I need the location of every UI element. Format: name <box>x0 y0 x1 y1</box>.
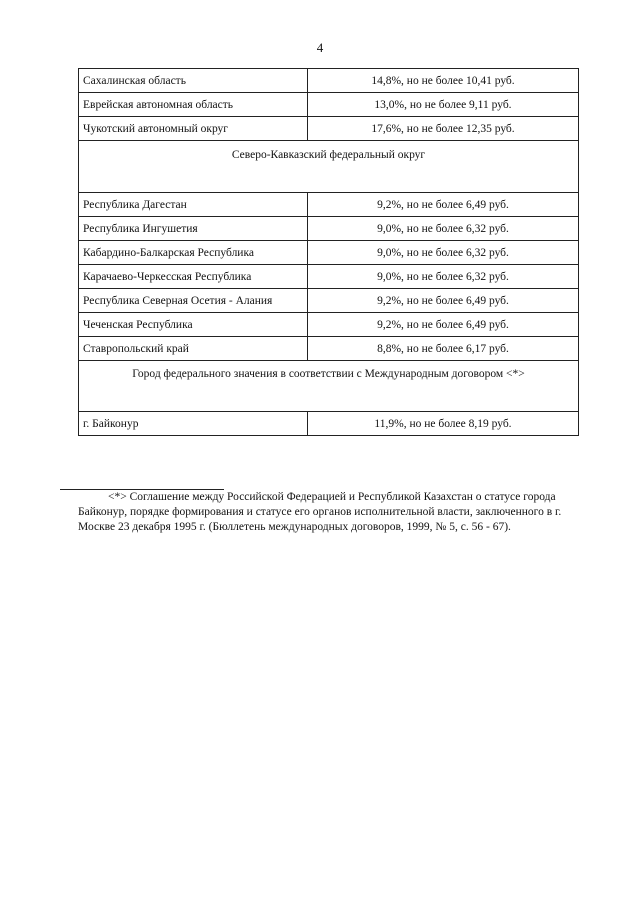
section-title-federal-city: Город федерального значения в соответствии с Международным договором <*> <box>79 361 579 412</box>
table-row <box>79 412 579 436</box>
region-cell: Республика Дагестан <box>79 193 308 217</box>
region-cell: Чукотский автономный округ <box>79 117 308 141</box>
region-cell: Сахалинская область <box>79 69 308 93</box>
region-cell: Еврейская автономная область <box>79 93 308 117</box>
table-row <box>79 193 579 217</box>
region-cell: г. Байконур <box>79 412 308 436</box>
region-cell: Республика Ингушетия <box>79 217 308 241</box>
table-row <box>79 337 579 361</box>
table-row <box>79 69 579 93</box>
rate-cell: 13,0%, но не более 9,11 руб. <box>308 93 579 117</box>
table-row <box>79 265 579 289</box>
region-cell: Чеченская Республика <box>79 313 308 337</box>
section-row <box>79 361 579 412</box>
page-number: 4 <box>316 40 324 55</box>
rate-cell: 14,8%, но не более 10,41 руб. <box>308 69 579 93</box>
region-cell: Кабардино-Балкарская Республика <box>79 241 308 265</box>
footnote-text: <*> Соглашение между Российской Федерацией и Республикой Казахстан о статусе города Байконур, порядке формирования и статусе его органов исполнительной власти, заключенного в г. Москве 23 декабря 1995 г. (Бюллетень международных договоров, 1999, № 5, с. 56 - 67). <box>78 491 562 533</box>
table-row <box>79 313 579 337</box>
rate-cell: 9,2%, но не более 6,49 руб. <box>308 289 579 313</box>
rate-cell: 9,2%, но не более 6,49 руб. <box>308 313 579 337</box>
rate-cell: 9,0%, но не более 6,32 руб. <box>308 265 579 289</box>
table-row <box>79 217 579 241</box>
rate-cell: 9,0%, но не более 6,32 руб. <box>308 241 579 265</box>
table-row <box>79 93 579 117</box>
rates-table <box>78 68 579 436</box>
region-cell: Ставропольский край <box>79 337 308 361</box>
rate-cell: 9,0%, но не более 6,32 руб. <box>308 217 579 241</box>
table-row <box>79 117 579 141</box>
rate-cell: 9,2%, но не более 6,49 руб. <box>308 193 579 217</box>
region-cell: Республика Северная Осетия - Алания <box>79 289 308 313</box>
table-row <box>79 241 579 265</box>
table-row <box>79 289 579 313</box>
rate-cell: 8,8%, но не более 6,17 руб. <box>308 337 579 361</box>
region-cell: Карачаево-Черкесская Республика <box>79 265 308 289</box>
rate-cell: 17,6%, но не более 12,35 руб. <box>308 117 579 141</box>
section-title-north-caucasus: Северо-Кавказский федеральный округ <box>79 141 579 193</box>
rate-cell: 11,9%, но не более 8,19 руб. <box>308 412 579 436</box>
section-row <box>79 141 579 193</box>
